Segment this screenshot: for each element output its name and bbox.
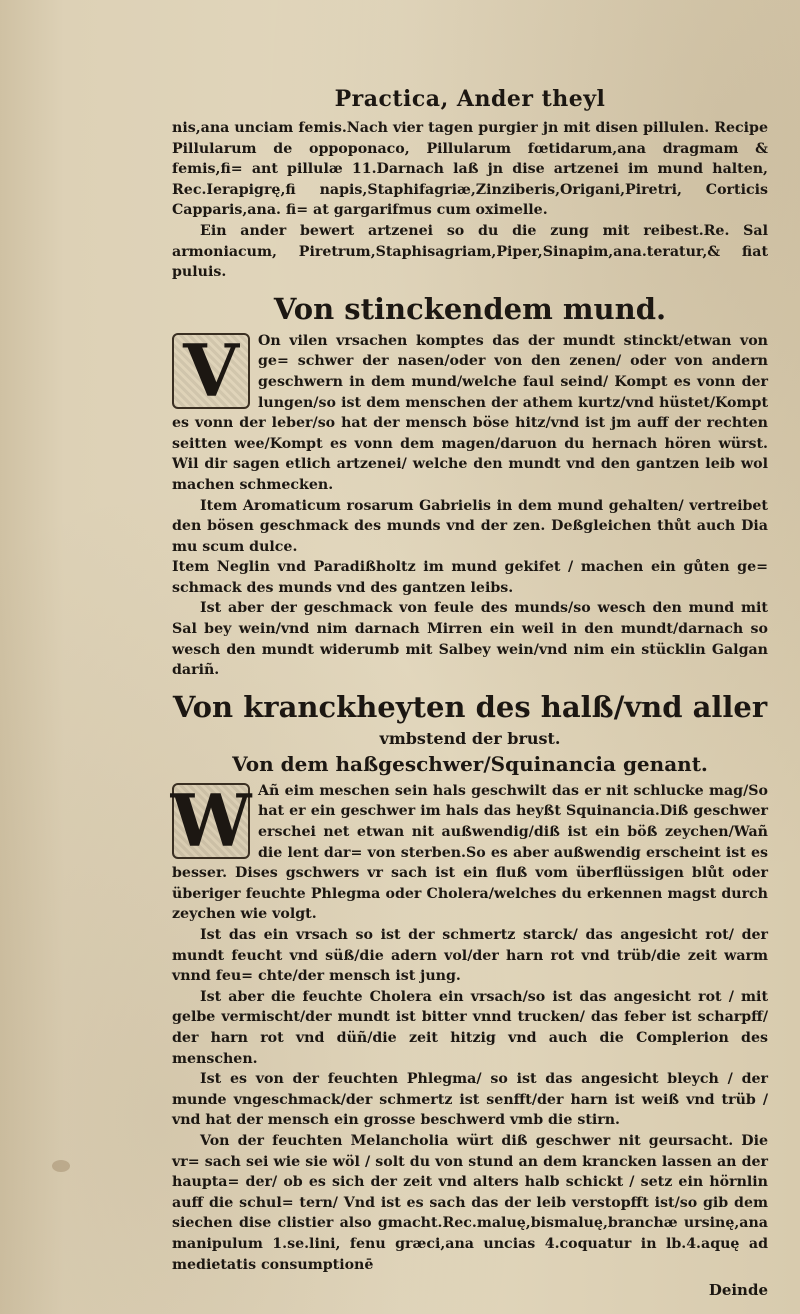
- paragraph-11: Von der feuchten Melancholia würt diß geschwer nit geursacht. Die vr= sach sei wie sie wöl / solt du von stund an dem krancken lassen an der haupta= der/ ob es sich der zeit vnd alters halb schickt / setz ein hörnlin auff die schul= tern/ Vnd ist es sach das der leib verstopfft ist/so gib dem siechen dise clistier also gmacht.Rec.maluę,bismaluę,branchæ ursinę,ana manipulum 1.se.lini, fenu græci,ana uncias 4.coquatur in lb.4.aquę ad medietatis consumptionē: [172, 1132, 768, 1273]
- dropcap-initial: V: [172, 333, 250, 409]
- paragraph-3: [172, 327, 768, 496]
- paragraph-7-text: Añ eim meschen sein hals geschwilt das er nit schlucke mag/So hat er ein geschwer im hals das heyßt Squinancia.Diß geschwer erschei net etwan nit außwendig/diß ist ein böß zeychen/Wañ die lent dar= von sterben.So es aber außwendig erscheint ist es besser. Dises gschwers vr sach ist ein fluß vom überflüssigen blůt oder überiger feuchte Phlegma oder Cholera/welches du erkennen magst durch zeychen wie volgt.: [172, 782, 768, 923]
- text-block: [172, 86, 768, 1299]
- section-subheading: vmbstend der brust.: [379, 728, 561, 748]
- paragraph-9: Ist aber die feuchte Cholera ein vrsach/so ist das angesicht rot / mit gelbe vermischt/der mundt ist bitter vnnd trucken/ das feber ist scharpff/ der harn rot vnd düñ/die zeit hitzig vnd auch die Complerion des menschen.: [172, 988, 768, 1067]
- subsection-heading-squinancia: Von dem haßgeschwer/Squinancia genant.: [232, 751, 708, 776]
- catchword: Deinde: [708, 1281, 768, 1300]
- paragraph-7: [170, 777, 768, 925]
- section-heading-stinckendem-mund: Von stinckendem mund.: [273, 291, 667, 326]
- paragraph-1: nis,ana unciam femis.Nach vier tagen purgier jn mit disen pillulen. Recipe Pillularum de oppoponaco, Pillularum fœtidarum,ana dragmam & femis,fi= ant pillulæ 11.Darnach laß jn dise artzenei im mund halten, Rec.Ierapigrę,fi napis,Staphifagriæ,Zinziberis,Origani,Piretri, Corticis Capparis,ana. fi= at gargarifmus cum oximelle.: [172, 120, 768, 219]
- paragraph-2: Ein ander bewert artzenei so du die zung mit reibest.Re. Sal armoniacum, Piretrum,Staphisagriam,Piper,Sinapim,ana.teratur,& fiat puluis.: [172, 222, 768, 281]
- dropcap-initial: W: [170, 777, 252, 863]
- running-head: Practica, Ander theyl: [334, 86, 606, 112]
- paragraph-6: Ist aber der geschmack von feule des munds/so wesch den mund mit Sal bey wein/vnd nim darnach Mirren ein weil in den mundt/darnach so wesch den mundt widerumb mit Salbey wein/vnd nim ein stücklin Galgan dariñ.: [172, 600, 768, 679]
- paragraph-4: Item Aromaticum rosarum Gabrielis in dem mund gehalten/ vertreibet den bösen geschmack des munds vnd der zen. Deßgleichen thůt auch Dia mu scum dulce.: [172, 497, 768, 555]
- paragraph-3-text: On vilen vrsachen komptes das der mundt stinckt/etwan von ge= schwer der nasen/oder von den zenen/ oder von andern geschwern in dem mund/welche faul seind/ Kompt es vonn der lungen/so ist dem menschen der athem kurtz/vnd hüstet/Kompt es vonn der leber/so hat der mensch böse hitz/vnd ist jm auff der rechten seitten wee/Kompt es vonn dem magen/daruon du hernach hören würst. Wil dir sagen etlich artzenei/ welche den mundt vnd den gantzen leib wol machen schmecken.: [172, 332, 768, 493]
- section-heading-kranckheyten: Von kranckheyten des halß/vnd aller: [172, 689, 768, 724]
- paragraph-5: Item Neglin vnd Paradißholtz im mund gekifet / machen ein gůten ge= schmack des munds vnd des gantzen leibs.: [172, 559, 768, 596]
- paragraph-8: Ist das ein vrsach so ist der schmertz starck/ das angesicht rot/ der mundt feucht vnd süß/die adern vol/der harn rot vnd trüb/die zeit warm vnnd feu= chte/der mensch ist jung.: [172, 927, 768, 985]
- paragraph-10: Ist es von der feuchten Phlegma/ so ist das angesicht bleych / der munde vngeschmack/der schmertz ist senfft/der harn ist weiß vnd trüb / vnd hat der mensch ein grosse beschwerd vmb die stirn.: [172, 1071, 768, 1129]
- paper-stain: [52, 1160, 70, 1172]
